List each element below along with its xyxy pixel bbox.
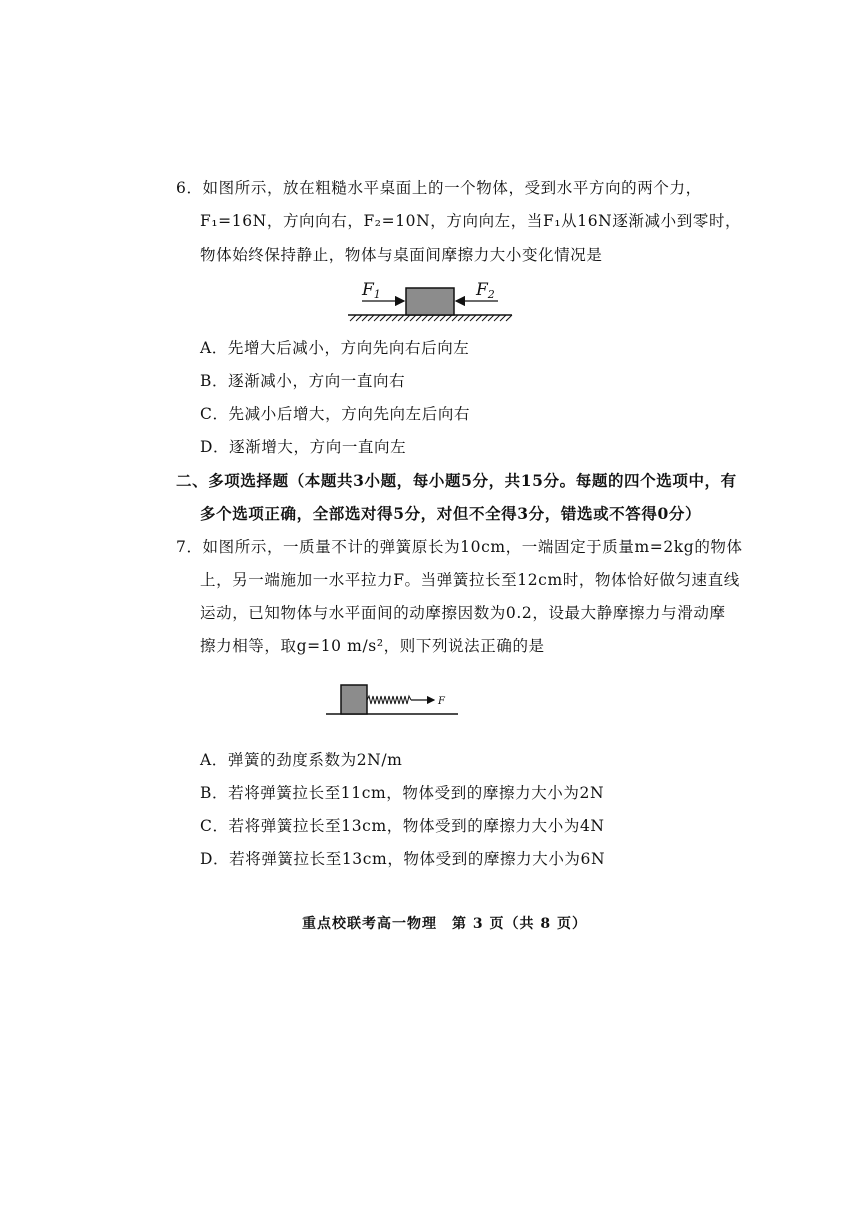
q6-option-c: C．先减小后增大，方向先向左后向右 — [200, 405, 471, 423]
section2-heading-line-1: 二、多项选择题（本题共3小题，每小题5分，共15分。每题的四个选项中，有 — [176, 471, 737, 490]
section2-heading-line-2: 多个选项正确，全部选对得5分，对但不全得3分，错选或不答得0分） — [200, 504, 702, 523]
q6-option-b: B．逐渐减小，方向一直向右 — [200, 372, 406, 390]
q7-block — [341, 685, 367, 714]
q7-stem-line-3: 运动，已知物体与水平面间的动摩擦因数为0.2，设最大静摩擦力与滑动摩 — [200, 604, 726, 622]
q7-option-d: D．若将弹簧拉长至13cm，物体受到的摩擦力大小为6N — [200, 850, 606, 868]
q7-option-b: B．若将弹簧拉长至11cm，物体受到的摩擦力大小为2N — [200, 784, 605, 802]
q6-label-f2-sub: 2 — [487, 288, 495, 301]
q7-label-f: F — [438, 696, 445, 707]
q6-block — [406, 288, 454, 315]
q7-spring — [367, 696, 411, 704]
q6-figure-block-with-two-forces — [340, 278, 520, 328]
q6-ground-hatch — [348, 315, 512, 321]
q7-stem-line-1: 7．如图所示，一质量不计的弹簧原长为10cm，一端固定于质量m=2kg的物体 — [176, 538, 743, 556]
svg-text:F2 — [475, 280, 495, 301]
page-footer: 重点校联考高一物理 第 3 页（共 8 页） — [302, 916, 587, 932]
q6-label-f2: F — [476, 280, 488, 300]
q6-stem-line-3: 物体始终保持静止，物体与桌面间摩擦力大小变化情况是 — [200, 246, 603, 264]
q7-figure-block-spring-force — [322, 680, 462, 722]
q6-stem-line-2: F₁=16N，方向向右，F₂=10N，方向向左，当F₁从16N逐渐减小到零时， — [200, 212, 742, 230]
q6-option-d: D．逐渐增大，方向一直向左 — [200, 438, 407, 456]
q6-label-f1-sub: 1 — [373, 288, 381, 301]
q7-stem-line-2: 上，另一端施加一水平拉力F。当弹簧拉长至12cm时，物体恰好做匀速直线 — [200, 571, 740, 589]
q7-option-c: C．若将弹簧拉长至13cm，物体受到的摩擦力大小为4N — [200, 817, 605, 835]
q7-option-a: A．弹簧的劲度系数为2N/m — [200, 751, 403, 769]
q6-option-a: A．先增大后减小，方向先向右后向左 — [200, 339, 470, 357]
svg-text:F1 — [361, 280, 381, 301]
q6-label-f1: F — [362, 280, 374, 300]
q7-stem-line-4: 擦力相等，取g=10 m/s²，则下列说法正确的是 — [200, 637, 545, 655]
q6-stem-line-1: 6．如图所示，放在粗糙水平桌面上的一个物体，受到水平方向的两个力， — [176, 179, 702, 197]
